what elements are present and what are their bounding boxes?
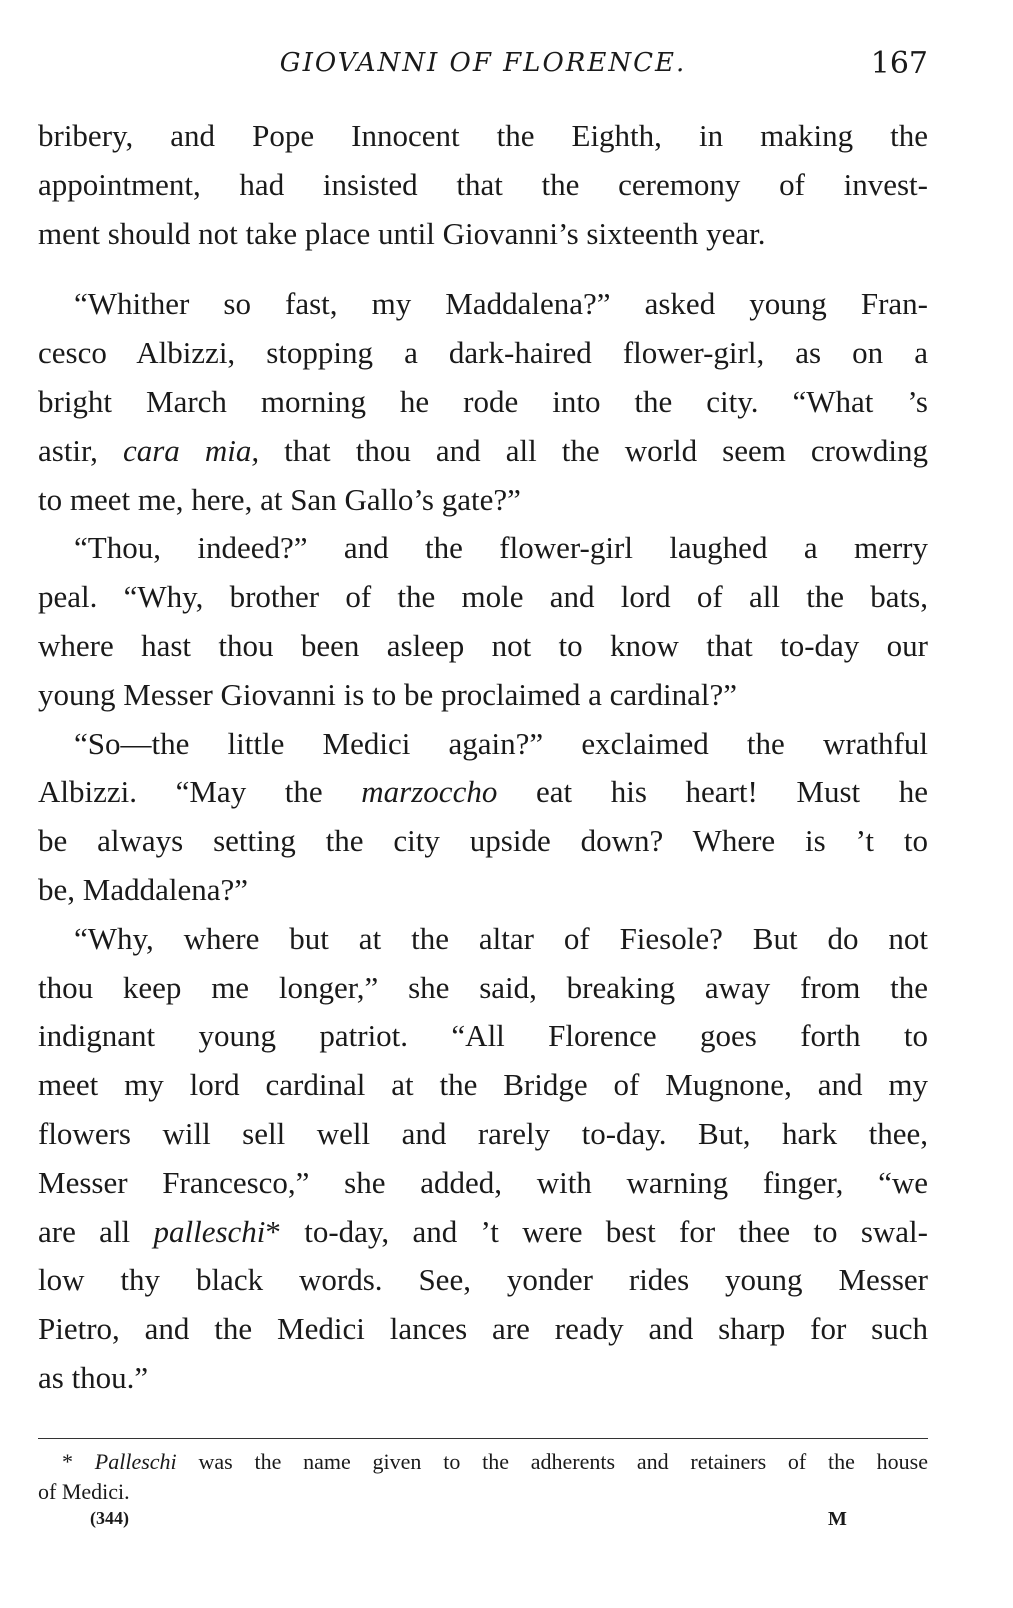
text-line: young Messer Giovanni is to be proclaimed a cardinal?” [38,676,737,712]
italic-phrase: marzoccho [361,774,498,810]
signature-letter: M [828,1508,847,1530]
signature-number: (344) [90,1508,129,1528]
body-text [38,112,928,1403]
text-line: bright March morning he rode into the city. “What ’s [38,383,928,419]
text-line: Messer Francesco,” she added, with warning finger, “we [38,1164,928,1200]
text-line: are all palleschi* to-day, and ’t were best for thee to swal- [38,1213,928,1249]
italic-phrase: cara mia, [122,432,260,468]
text-line: “So—the little Medici again?” exclaimed the wrathful [74,725,928,761]
italic-phrase: palleschi [153,1213,266,1249]
paragraph [38,915,928,1403]
footnote [38,1447,928,1507]
text-line: ment should not take place until Giovanni’s sixteenth year. [38,215,766,251]
text-line: as thou.” [38,1359,149,1395]
text-line: meet my lord cardinal at the Bridge of Mugnone, and my [38,1067,928,1103]
text-line: “Why, where but at the altar of Fiesole? But do not [74,920,928,956]
text-line: Albizzi. “May the marzoccho eat his heart! Must he [38,774,928,810]
text-line: to meet me, here, at San Gallo’s gate?” [38,481,521,517]
section-gap [38,258,928,280]
text-line: appointment, had insisted that the ceremony of invest- [38,166,928,202]
paragraph [38,524,928,719]
text-line: Pietro, and the Medici lances are ready and sharp for such [38,1311,928,1347]
text-line: be always setting the city upside down? Where is ’t to [38,823,928,859]
text-line: be, Maddalena?” [38,871,248,907]
paragraph [38,720,928,915]
text-line: flowers will sell well and rarely to-day. But, hark thee, [38,1115,928,1151]
text-line: cesco Albizzi, stopping a dark-haired flower-girl, as on a [38,335,928,371]
italic-phrase: Palleschi [94,1449,177,1474]
text-line: bribery, and Pope Innocent the Eighth, in making the [38,118,928,153]
text-line: low thy black words. See, yonder rides young Messer [38,1262,928,1298]
text-line: peal. “Why, brother of the mole and lord of all the bats, [38,579,928,615]
running-title: GIOVANNI OF FLORENCE. [279,48,687,78]
paragraph [38,112,928,258]
footnote-line: * Palleschi was the name given to the adherents and retainers of the house [62,1449,929,1474]
text-line: where hast thou been asleep not to know that to-day our [38,627,928,663]
text-line: indignant young patriot. “All Florence goes forth to [38,1018,928,1054]
footnote-rule [38,1438,928,1439]
text-line: thou keep me longer,” she said, breaking away from the [38,969,928,1005]
footnote-line: of Medici. [38,1479,130,1504]
paragraph [38,280,928,524]
page-header [38,48,928,88]
text-line: “Thou, indeed?” and the flower-girl laughed a merry [74,530,928,566]
text-line: “Whither so fast, my Maddalena?” asked young Fran- [74,286,928,322]
page-number: 167 [870,46,928,81]
text-line: astir, cara mia, that thou and all the world seem crowding [38,432,928,468]
